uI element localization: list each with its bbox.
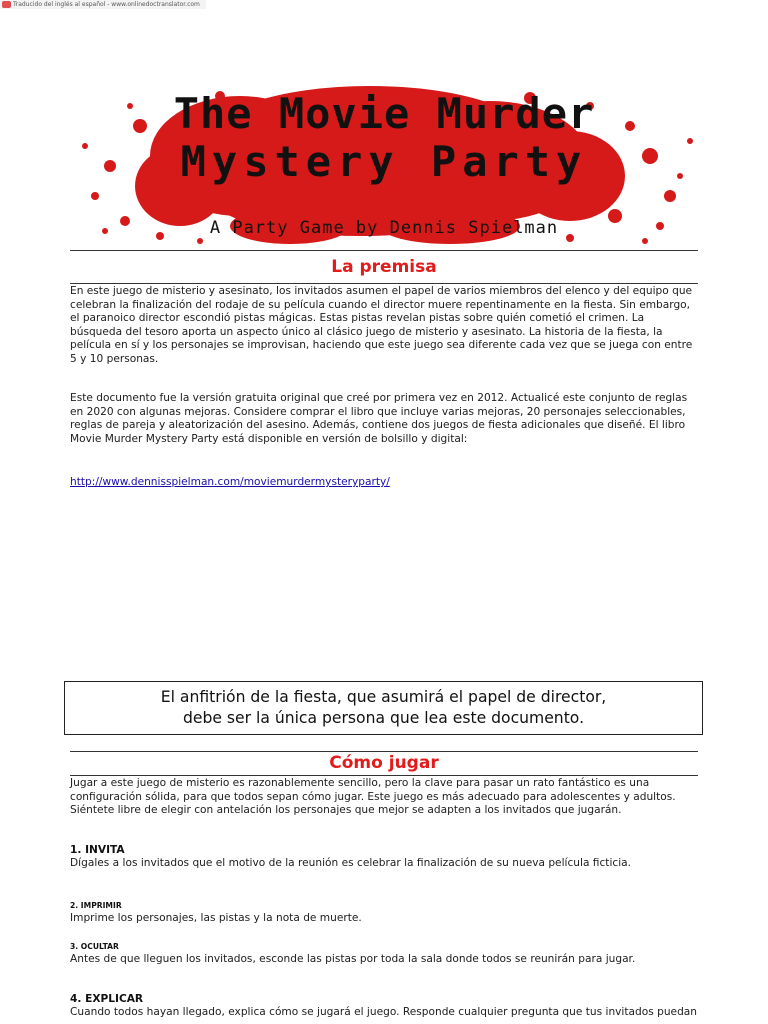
step-heading: 4. EXPLICAR (70, 993, 144, 1005)
host-notice-line1: El anfitrión de la fiesta, que asumirá el papel de director, (160, 688, 607, 706)
premise-paragraph-1: En este juego de misterio y asesinato, los invitados asumen el papel de varios miembros del elenco y del equipo que celebran la finalización del rodaje de su película cuando el director muere repentinamente en la fiesta. Sin embargo, el paranoico director escondió pistas mágicas. Estas pistas revelan pistas sobre quién cometió el crimen. La búsqueda del tesoro aporta un aspecto único al clásico juego de misterio y asesinato. La historia de la fiesta, la película en sí y los personajes se improvisan, haciendo que este juego sea diferente cada vez que se juega con entre 5 y 10 personas. (70, 285, 693, 365)
hero-title-line1: The Movie Murder (173, 89, 595, 138)
step-text: Imprime los personajes, las pistas y la nota de muerte. (70, 912, 362, 924)
divider (70, 250, 698, 251)
hero-title-line2: Mystery Party (180, 137, 588, 186)
section-title-how-to-play: Cómo jugar (329, 753, 439, 773)
step-text: Dígales a los invitados que el motivo de la reunión es celebrar la finalización de su nueva película ficticia. (70, 857, 632, 869)
translate-icon (2, 1, 11, 8)
how-to-intro: Jugar a este juego de misterio es razonablemente sencillo, pero la clave para pasar un rato fantástico es una configuración sólida, para que todos sepan cómo jugar. Este juego es más adecuado para adolescentes y adultos. Siéntete libre de elegir con antelación los personajes que mejor se adapten a los invitados que jugarán. (70, 777, 676, 817)
book-link[interactable]: http://www.dennisspielman.com/moviemurdermysteryparty/ (70, 476, 390, 488)
translator-banner-text: Traducido del inglés al español - www.onlinedoctranslator.com (13, 1, 200, 8)
host-notice-line2: debe ser la única persona que lea este documento. (182, 709, 585, 727)
step-heading: 1. INVITA (70, 844, 125, 856)
section-title-premise: La premisa (331, 257, 437, 277)
host-notice-box (64, 681, 703, 735)
divider (70, 775, 698, 776)
divider (70, 283, 698, 284)
step-heading: 3. OCULTAR (70, 942, 119, 951)
step-heading: 2. IMPRIMIR (70, 901, 122, 910)
hero-banner (70, 86, 698, 246)
step-text: Cuando todos hayan llegado, explica cómo se jugará el juego. Responde cualquier pregunta que tus invitados puedan (70, 1006, 698, 1018)
divider (70, 751, 698, 752)
premise-paragraph-2: Este documento fue la versión gratuita original que creé por primera vez en 2012. Actualicé este conjunto de reglas en 2020 con algunas mejoras. Considere comprar el libro que incluye varias mejoras, 20 personajes seleccionables, reglas de pareja y aleatorización del asesino. Además, contiene dos juegos de fiesta adicionales que diseñé. El libro Movie Murder Mystery Party está disponible en versión de bolsillo y digital: (70, 392, 688, 445)
translator-banner (0, 0, 206, 9)
hero-subtitle: A Party Game by Dennis Spielman (209, 218, 559, 238)
step-text: Antes de que lleguen los invitados, esconde las pistas por toda la sala donde todos se reunirán para jugar. (70, 953, 636, 965)
